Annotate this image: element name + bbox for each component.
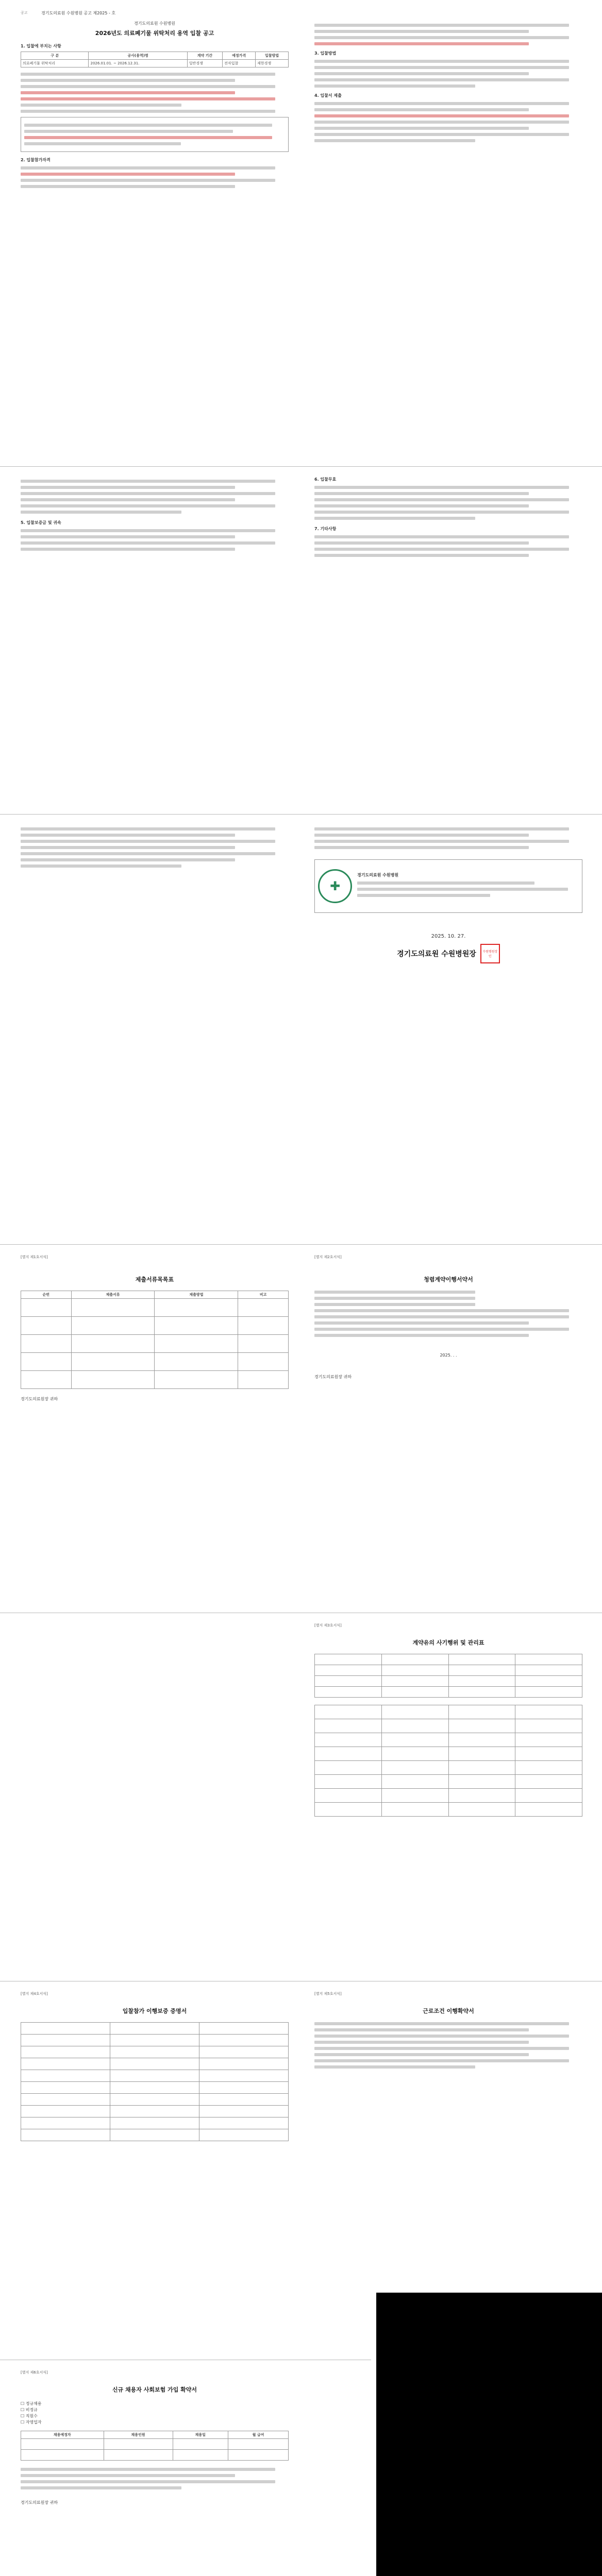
right-column [314,824,582,963]
signature-row [314,944,582,963]
form6-header: 채용인원 [104,2431,173,2439]
bid-table-header: 공사(용역)명 [89,52,187,60]
blank-black-region [376,2293,602,2576]
bid-table-cell: 제한경쟁 [256,60,289,67]
bid-table-header: 계약 기간 [187,52,222,60]
form1-header: 제출서류 [71,1291,155,1299]
form-footer: 경기도의료원장 귀하 [21,2500,58,2505]
left-column [21,477,289,554]
form-title: 제출서류목록표 [135,1276,174,1283]
bid-table-cell: 의료폐기물 위탁처리 [21,60,89,67]
form-title: 근로조건 이행확약서 [423,2008,474,2014]
form6-header: 채용일 [173,2431,228,2439]
page-4 [0,1249,602,1610]
form1-header: 제출방법 [155,1291,238,1299]
right-column [314,21,582,145]
section7-heading: 7. 기타사항 [314,527,337,531]
official-seal: 수원병원장인 [480,944,500,963]
hospital-logo-icon: ✚ [318,869,352,903]
form-title: 신규 채용자 사회보험 가입 확약서 [112,2386,197,2393]
form-3 [314,1623,582,1817]
section2-heading: 2. 입찰참가자격 [21,158,51,162]
page-2 [0,471,602,811]
bid-table [21,52,289,67]
option-item[interactable]: ☐ 비정규 [21,2408,38,2412]
form-tag: [별지 제5호서식] [314,1992,342,1996]
notice-label: 경기도의료원 수원병원 공고 제2025 - 호 [41,11,116,15]
section4-heading: 4. 입찰서 제출 [314,93,342,98]
form-tag: [별지 제1호서식] [21,1255,48,1259]
section6-heading: 6. 입찰무효 [314,477,337,482]
form-title: 청렴계약이행서약서 [424,1276,473,1283]
form-footer: 경기도의료원장 귀하 [21,1397,58,1401]
signature-org: 경기도의료원 수원병원장 [397,950,476,958]
form6-header: 채용예정자 [21,2431,104,2439]
bid-table-cell: 일반경쟁 [187,60,222,67]
option-item[interactable]: ☐ 정규채용 [21,2401,42,2406]
page-1 [0,0,602,464]
form6-header: 월 급여 [228,2431,288,2439]
page-5 [0,1618,602,1978]
bid-table-header: 입찰방법 [256,52,289,60]
form-6 [21,2370,289,2506]
form-tag: [별지 제6호서식] [21,2370,48,2375]
form-title: 입찰참가 이행보증 증명서 [122,2008,187,2014]
form-tag: [별지 제3호서식] [314,1623,342,1628]
org-short: 경기도의료원 수원병원 [134,21,175,26]
section5-heading: 5. 입찰보증금 및 귀속 [21,520,61,525]
right-column [314,477,582,560]
option-item[interactable]: ☐ 자영업자 [21,2420,42,2425]
option-item[interactable]: ☐ 직원수 [21,2414,38,2418]
form1-header: 비고 [238,1291,289,1299]
form-footer: 경기도의료원장 귀하 [314,1375,352,1379]
logo-caption: 경기도의료원 수원병원 [357,873,399,877]
form3-table-2 [314,1705,582,1817]
notice-box [21,117,289,152]
form4-table [21,2022,289,2141]
form-1 [21,1255,289,1402]
form1-header: 순번 [21,1291,72,1299]
form-date: 2025. . . [440,1353,457,1358]
announcement-title: 2026년도 의료폐기물 위탁처리 용역 입찰 공고 [95,30,214,37]
form-title: 계약유의 사기행위 및 관리표 [412,1639,484,1646]
doc-header-left: 공고 [21,11,28,15]
section1-heading: 1. 입찰에 부치는 사항 [21,44,61,48]
left-column [21,21,289,191]
form-tag: [별지 제2호서식] [314,1255,342,1259]
bid-table-header: 예정가격 [223,52,256,60]
form-2 [314,1255,582,1380]
page-7 [0,2365,371,2576]
form1-table [21,1291,289,1389]
form3-table [314,1654,582,1698]
section3-heading: 3. 입찰방법 [314,51,337,56]
signature-date: 2025. 10. 27. [431,934,466,939]
form6-table [21,2431,289,2461]
options-list [21,2401,289,2426]
body-lines [21,73,289,113]
bid-table-cell: 2026.01.01. ~ 2026.12.31. [89,60,187,67]
form-tag: [별지 제4호서식] [21,1992,48,1996]
form-4 [21,1991,289,2141]
bid-table-header: 구 분 [21,52,89,60]
bid-table-cell: 전자입찰 [223,60,256,67]
logo-box [314,859,582,913]
left-column [21,824,289,871]
page-3 [0,819,602,1242]
form-5 [314,1991,582,2072]
